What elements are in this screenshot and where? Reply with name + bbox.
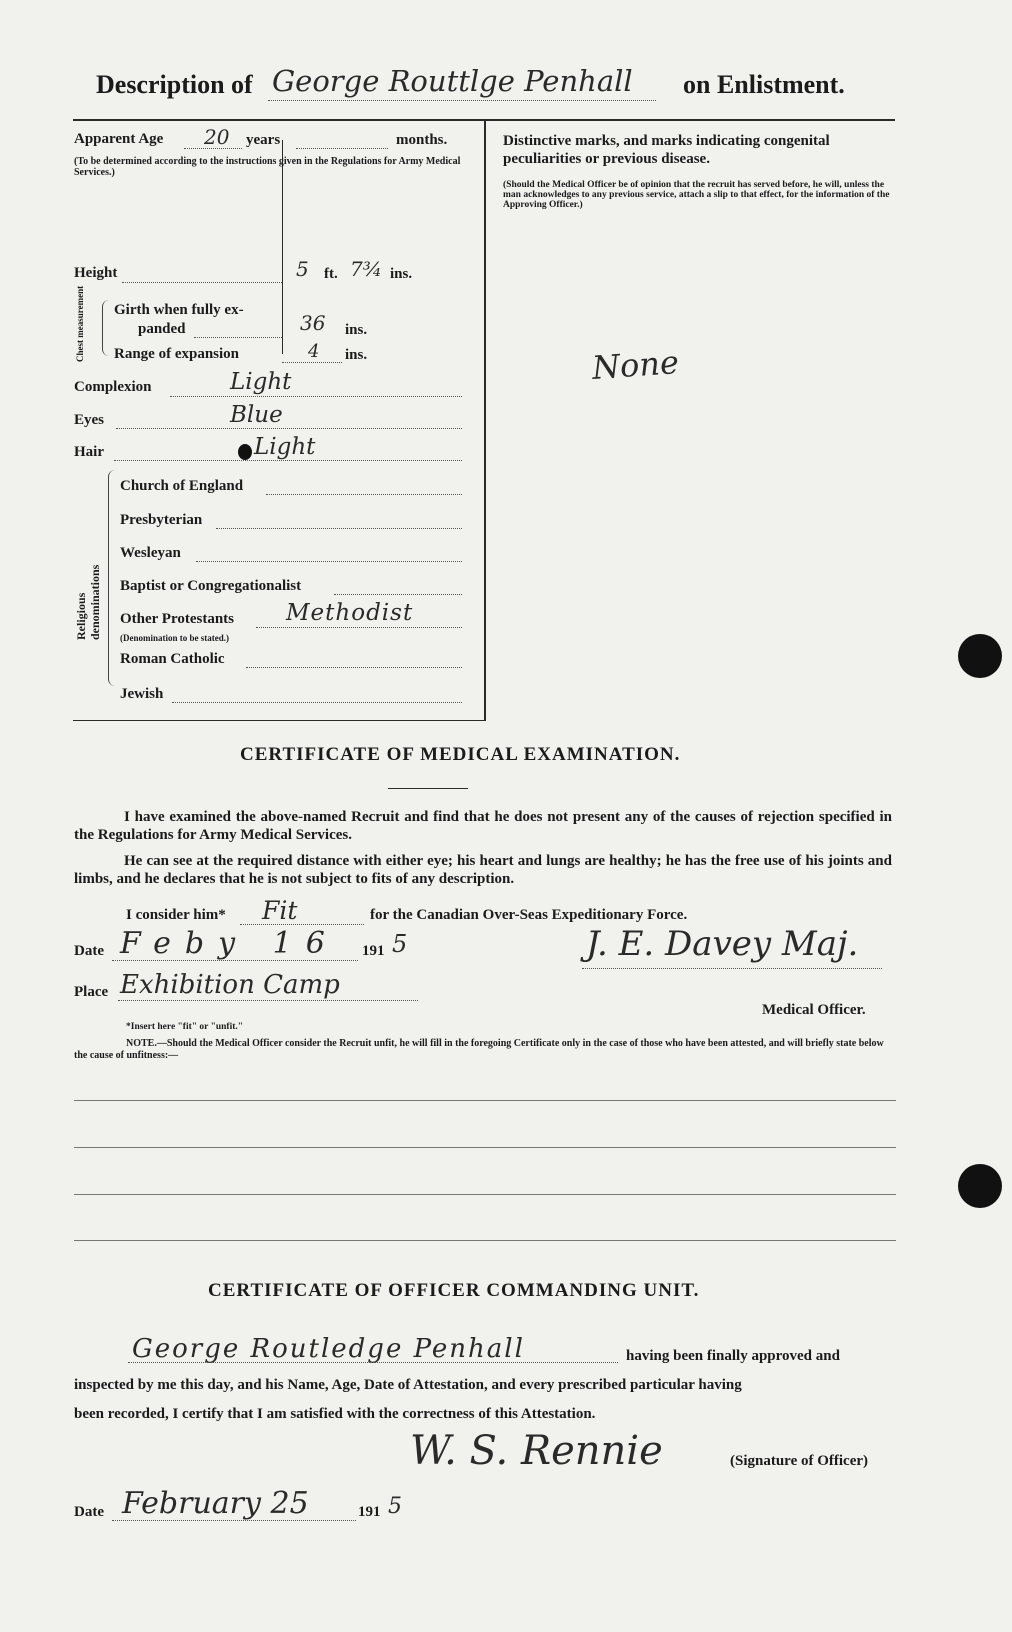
marks-value: None (590, 343, 681, 387)
range-ins-label: ins. (345, 347, 368, 363)
unfitness-line-1 (74, 1100, 896, 1101)
height-label: Height (74, 265, 118, 281)
religion-church-of-england: Church of England (120, 478, 244, 494)
girth-label-1: Girth when fully ex- (114, 302, 244, 318)
column-divider (484, 121, 486, 721)
religion-presbyterian: Presbyterian (120, 512, 203, 528)
unfitness-line-4 (74, 1240, 896, 1241)
complexion-value: Light (230, 369, 292, 395)
medical-footnote: *Insert here "fit" or "unfit." (126, 1022, 244, 1032)
religion-roman-catholic: Roman Catholic (120, 651, 225, 667)
religion-denomination-note: (Denomination to be stated.) (120, 633, 229, 643)
religion-group-label: Religious denominations (74, 564, 102, 640)
eyes-label: Eyes (74, 412, 104, 428)
medical-date-label: Date (74, 943, 104, 959)
punch-hole-upper (958, 634, 1002, 678)
commanding-year-prefix: 191 (358, 1504, 381, 1520)
religion-jewish: Jewish (120, 686, 164, 702)
height-ins-value: 7¾ (350, 257, 383, 281)
marks-heading-2: peculiarities or previous disease. (503, 151, 710, 167)
commanding-line1: having been finally approved and (626, 1348, 840, 1364)
place-label: Place (74, 984, 109, 1000)
range-value: 4 (308, 341, 320, 362)
section-rule (73, 720, 485, 721)
religion-baptist: Baptist or Congregationalist (120, 578, 302, 594)
marks-heading-1: Distinctive marks, and marks indicating congenital (503, 133, 830, 149)
medical-note: NOTE.—Should the Medical Officer consider the Recruit unfit, he will fill in the foregoing Certificate only in the case of those who have been attested, and will briefly state below the cause of unfitness:— (74, 1038, 884, 1061)
girth-ins-label: ins. (345, 322, 368, 338)
recruit-name: George Routtlge Penhall (272, 64, 633, 98)
medical-year-prefix: 191 (362, 943, 385, 959)
header-suffix: on Enlistment. (683, 70, 845, 99)
medical-signature: J. E. Davey Maj. (586, 924, 859, 964)
religion-brace (108, 470, 115, 686)
commanding-name-value: George Routledge Penhall (132, 1334, 525, 1364)
punch-hole-lower (958, 1164, 1002, 1208)
fit-value: Fit (262, 896, 298, 925)
medical-para1: I have examined the above-named Recruit and find that he does not present any of the causes of rejection specified in the Regulations for Army Medical Services. (74, 809, 892, 843)
hair-label: Hair (74, 444, 104, 460)
age-label: Apparent Age (74, 131, 164, 147)
ft-label: ft. (324, 266, 338, 282)
unfitness-line-2 (74, 1147, 896, 1148)
medical-year-suffix: 5 (392, 930, 408, 958)
eyes-value: Blue (230, 402, 283, 428)
girth-value: 36 (300, 311, 326, 335)
commanding-signature: W. S. Rennie (410, 1428, 663, 1474)
medical-title: CERTIFICATE OF MEDICAL EXAMINATION. (240, 744, 681, 765)
range-label: Range of expansion (114, 346, 240, 362)
religion-other-protestants-value: Methodist (286, 600, 414, 626)
commanding-line2: inspected by me this day, and his Name, Age, Date of Attestation, and every prescribed particular having (74, 1377, 742, 1393)
commanding-year-suffix: 5 (388, 1494, 402, 1519)
commanding-date-value: February 25 (122, 1486, 309, 1521)
commanding-signature-label: (Signature of Officer) (730, 1453, 869, 1469)
age-note: (To be determined according to the instructions given in the Regulations for Army Medical Services.) (74, 156, 461, 178)
marks-note: (Should the Medical Officer be of opinion that the recruit has served before, he will, unless the man acknowledges to any previous service, attach a slip to that effect, for the information of the Approving Officer.) (503, 180, 890, 210)
chest-label: Chest measurement (75, 285, 85, 362)
medical-para2: He can see at the required distance with either eye; his heart and lungs are healthy; he has the free use of his joints and limbs, and he declares that he is not subject to fits of any description. (74, 853, 892, 887)
ink-blot (238, 444, 252, 460)
months-label: months. (396, 132, 448, 148)
unfitness-line-3 (74, 1194, 896, 1195)
medical-date-value: Feby 16 (120, 926, 339, 961)
chest-brace (102, 300, 109, 356)
commanding-line3: been recorded, I certify that I am satisfied with the correctness of this Attestation. (74, 1406, 596, 1422)
height-ft-value: 5 (296, 257, 309, 281)
hair-value: Light (254, 434, 316, 460)
years-label: years (246, 132, 281, 148)
complexion-label: Complexion (74, 379, 152, 395)
girth-label-2: panded (138, 321, 186, 337)
age-years-value: 20 (204, 125, 230, 149)
commanding-title: CERTIFICATE OF OFFICER COMMANDING UNIT. (208, 1280, 700, 1301)
force-text: for the Canadian Over-Seas Expeditionary Force. (370, 907, 688, 923)
religion-wesleyan: Wesleyan (120, 545, 181, 561)
medical-officer-label: Medical Officer. (762, 1002, 866, 1018)
commanding-date-label: Date (74, 1504, 104, 1520)
height-ins-label: ins. (390, 266, 413, 282)
medical-title-rule (388, 788, 468, 789)
religion-other-protestants: Other Protestants (120, 611, 235, 627)
place-value: Exhibition Camp (120, 970, 340, 1000)
consider-label: I consider him* (126, 907, 226, 923)
header-prefix: Description of (96, 70, 253, 99)
